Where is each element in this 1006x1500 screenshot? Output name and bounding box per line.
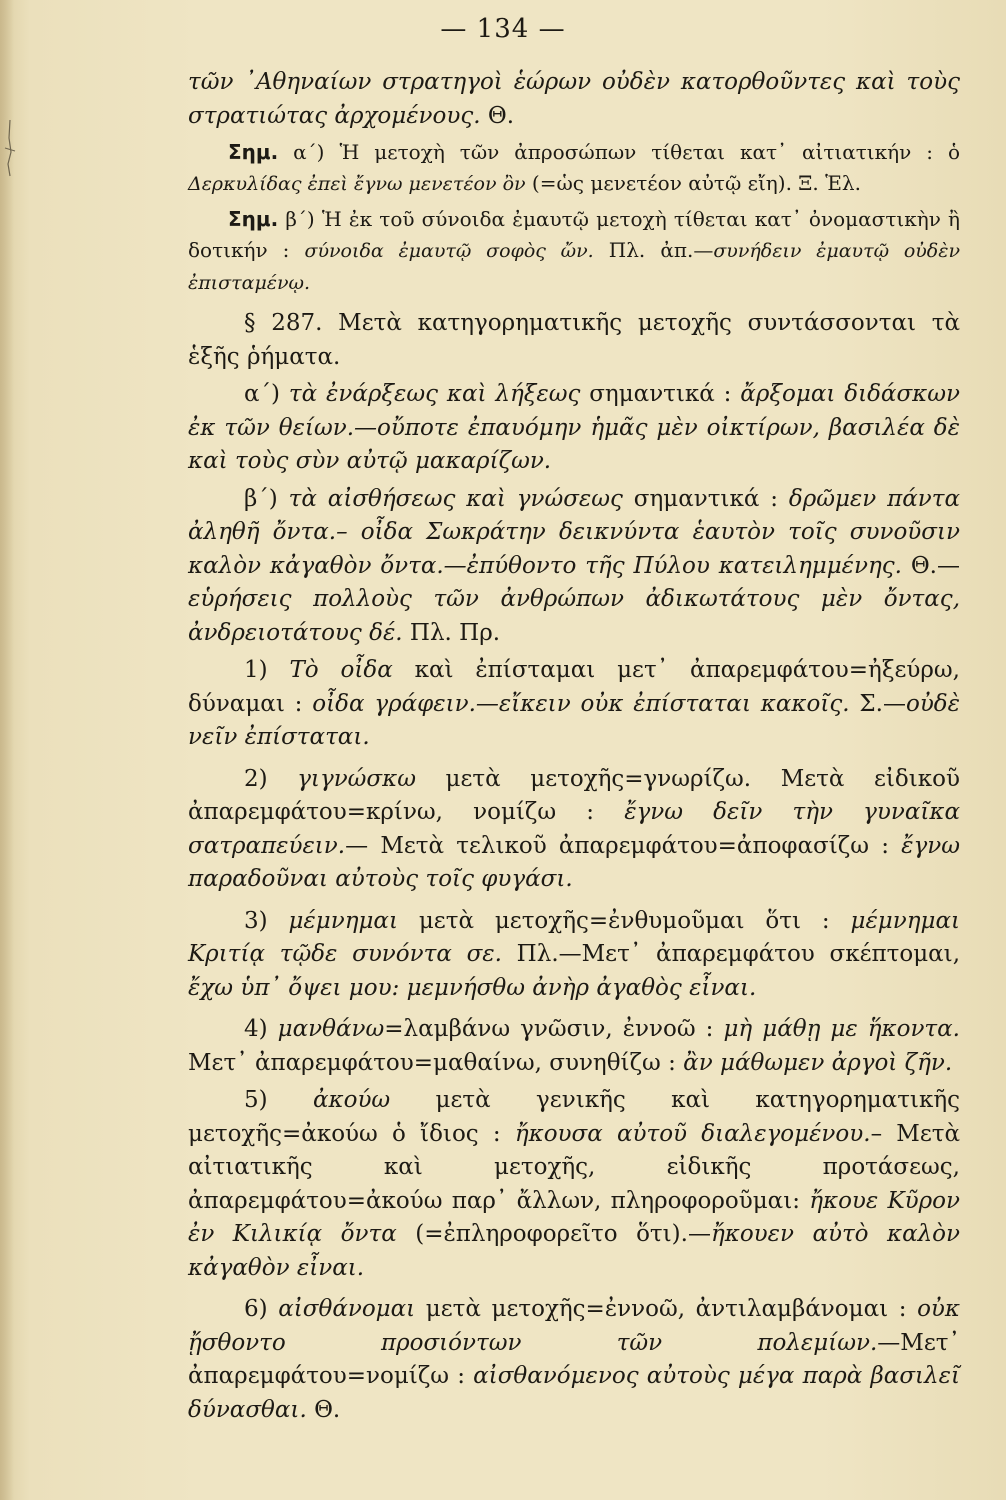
numbered-item-3: 3) μέμνημαι μετὰ μετοχῆς=ἐνθυμοῦμαι ὅτι : μέμνημαι Κριτίᾳ τῷδε συνόντα σε. Πλ.—Μετ᾿ ἀπαρεμφάτου σκέπτομαι, ἔχω ὑπ᾿ ὄψει μου: μεμνήσθω ἀνὴρ ἀγαθὸς εἶναι. (188, 907, 961, 1001)
greek-example: τῶν ᾿Αθηναίων στρατηγοὶ ἑώρων οὐδὲν κατορθοῦντες καὶ τοὺς στρατιώτας ἀρχομένους. (188, 69, 960, 129)
greek-example: αἰσθανόμενος αὐτοὺς μέγα παρὰ βασιλεῖ δύνασθαι. (188, 1363, 960, 1423)
paragraph-continuation (188, 66, 960, 133)
greek-example: Δερκυλίδας ἐπεὶ ἔγνω μενετέον ὂν (188, 173, 526, 195)
greek-example: συνήδειν ἐμαυτῷ οὐδὲν ἐπισταμένῳ. (188, 240, 960, 294)
greek-example: ἔγνω δεῖν τὴν γυναῖκα σατραπεύειν. (188, 799, 960, 859)
paragraph-beta: β΄) τὰ αἰσθήσεως καὶ γνώσεως σημαντικά : δρῶμεν πάντα ἀληθῆ ὄντα.– οἶδα Σωκράτην δεικνύντα ἑαυτὸν τοῖς συνοῦσιν καλὸν κἀγαθὸν ὄντα.—ἐπύθοντο τῆς Πύλου κατειλημμένης. Θ.—εὑρήσεις πολλοὺς τῶν ἀνθρώπων ἀδικωτάτους μὲν ὄντας, ἀνδρειοτάτους δέ. Πλ. Πρ. (188, 485, 961, 646)
numbered-item-1: 1) Τὸ οἶδα καὶ ἐπίσταμαι μετ᾿ ἀπαρεμφάτου=ἠξεύρω, δύναμαι : οἶδα γράφειν.—εἴκειν οὐκ ἐπίσταται κακοῖς. Σ.—οὐδὲ νεῖν ἐπίσταται. (188, 657, 960, 750)
note-alpha: Σημ. α΄) Ἡ μετοχὴ τῶν ἀπροσώπων τίθεται κατ᾿ αἰτιατικήν : ὁ Δερκυλίδας ἐπεὶ ἔγνω μενετέον ὂν (=ὡς μενετέον αὐτῷ εἴη). Ξ. Ἑλ. (188, 140, 960, 195)
greek-example: οὐκ ᾔσθοντο προσιόντων τῶν πολεμίων. (188, 1296, 960, 1356)
source-abbrev: Θ. (480, 102, 515, 129)
greek-example: ἤκουεν αὐτὸ καλὸν κἀγαθὸν εἶναι. (188, 1221, 961, 1281)
page-number: — 134 — (440, 14, 566, 44)
greek-example: εὑρήσεις πολλοὺς τῶν ἀνθρώπων ἀδικωτάτους μὲν ὄντας, ἀνδρειοτάτους δέ. (188, 586, 960, 646)
page-edge-shadow (0, 0, 14, 1500)
numbered-item-5: 5) ἀκούω μετὰ γενικῆς καὶ κατηγορηματικῆς μετοχῆς=ἀκούω ὁ ἴδιος : ἤκουσα αὐτοῦ διαλεγομένου.– Μετὰ αἰτιατικῆς καὶ μετοχῆς, εἰδικῆς προτάσεως, ἀπαρεμφάτου=ἀκούω παρ᾿ ἄλλων, πληροφοροῦμαι: ἤκουε Κῦρον ἐν Κιλικίᾳ ὄντα (=ἐπληροφορεῖτο ὅτι).—ἤκουεν αὐτὸ καλὸν κἀγαθὸν εἶναι. (188, 1087, 961, 1281)
greek-example: μὴ μάθῃ με ἥκοντα. (723, 1016, 960, 1042)
greek-example: σύνοιδα ἐμαυτῷ σοφὸς ὤν. (304, 240, 594, 262)
numbered-item-6: 6) αἰσθάνομαι μετὰ μετοχῆς=ἐννοῶ, ἀντιλαμβάνομαι : οὐκ ᾔσθοντο προσιόντων τῶν πολεμίων.—Μετ᾿ ἀπαρεμφάτου=νομίζω : αἰσθανόμενος αὐτοὺς μέγα παρὰ βασιλεῖ δύνασθαι. Θ. (188, 1296, 960, 1423)
greek-example: ἔγνω παραδοῦναι αὐτοὺς τοῖς φυγάσι. (188, 832, 960, 892)
text-body (188, 66, 960, 1427)
greek-example: ἤκουε Κῦρον ἐν Κιλικίᾳ ὄντα (188, 1187, 960, 1247)
numbered-item-2: 2) γιγνώσκω μετὰ μετοχῆς=γνωρίζω. Μετὰ εἰδικοῦ ἀπαρεμφάτου=κρίνω, νομίζω : ἔγνω δεῖν τὴν γυναῖκα σατραπεύειν.— Μετὰ τελικοῦ ἀπαρεμφάτου=ἀποφασίζω : ἔγνω παραδοῦναι αὐτοὺς τοῖς φυγάσι. (188, 765, 960, 892)
greek-example: οὐδὲ νεῖν ἐπίσταται. (188, 690, 960, 750)
numbered-item-4: 4) μανθάνω=λαμβάνω γνῶσιν, ἐννοῶ : μὴ μάθῃ με ἥκοντα. Μετ᾿ ἀπαρεμφάτου=μαθαίνω, συνηθίζω : ἂν μάθωμεν ἀργοὶ ζῆν. (188, 1016, 960, 1076)
greek-example: οἶδα γράφειν.—εἴκειν οὐκ ἐπίσταται κακοῖς. (312, 690, 850, 717)
note-label: Σημ. (228, 140, 279, 164)
note-label: Σημ. (228, 207, 279, 231)
greek-example: ἔχω ὑπ᾿ ὄψει μου: μεμνήσθω ἀνὴρ ἀγαθὸς εἶναι. (188, 974, 757, 1001)
margin-pencil-mark (2, 118, 18, 178)
paragraph-alpha: α΄) τὰ ἐνάρξεως καὶ λήξεως σημαντικά : ἄρξομαι διδάσκων ἐκ τῶν θείων.—οὔποτε ἐπαυόμην ἡμᾶς μὲν οἰκτίρων, βασιλέα δὲ καὶ τοὺς σὺν αὐτῷ μακαρίζων. (188, 381, 960, 474)
greek-example: ἂν μάθωμεν ἀργοὶ ζῆν. (683, 1049, 953, 1076)
greek-example: ἄρξομαι διδάσκων ἐκ τῶν θείων.—οὔποτε ἐπαυόμην ἡμᾶς μὲν οἰκτίρων, βασιλέα δὲ καὶ τοὺς σὺν αὐτῷ μακαρίζων. (188, 381, 960, 474)
greek-example: δρῶμεν πάντα ἀληθῆ ὄντα.– οἶδα Σωκράτην δεικνύντα ἑαυτὸν τοῖς συνοῦσιν καλὸν κἀγαθὸν ὄντα.—ἐπύθοντο τῆς Πύλου κατειλημμένης. (188, 485, 961, 579)
greek-example: μέμνημαι Κριτίᾳ τῷδε συνόντα σε. (188, 907, 961, 967)
section-287-heading: § 287. Μετὰ κατηγορηματικῆς μετοχῆς συντάσσονται τὰ ἑξῆς ῥήματα. (188, 310, 960, 370)
greek-example: ἤκουσα αὐτοῦ διαλεγομένου. (514, 1120, 871, 1147)
note-beta: Σημ. β΄) Ἡ ἐκ τοῦ σύνοιδα ἐμαυτῷ μετοχὴ τίθεται κατ᾿ ὀνομαστικὴν ἢ δοτικήν : σύνοιδα ἐμαυτῷ σοφὸς ὤν. Πλ. ἀπ.—συνήδειν ἐμαυτῷ οὐδὲν ἐπισταμένῳ. (188, 207, 960, 294)
